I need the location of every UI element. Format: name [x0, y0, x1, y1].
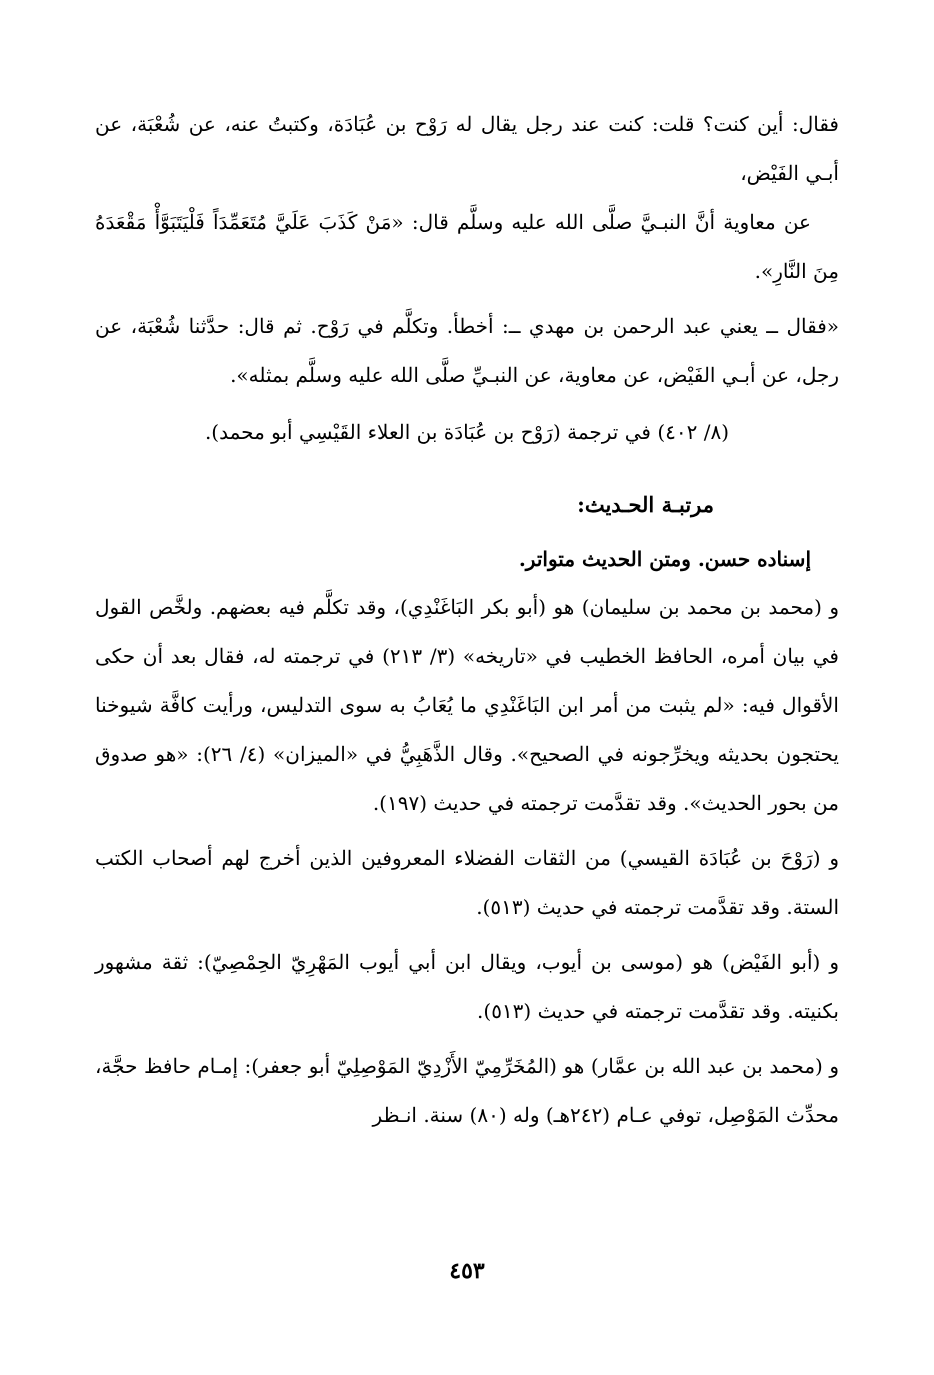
paragraph-baghandi: و (محمد بن محمد بن سليمان) هو (أبو بكر البَاغَنْدِي)، وقد تكلَّم فيه بعضهم. ولخَّص القول في بيان أمره، الحافظ الخطيب في «تاريخه» (٣/ ٢١٣) في ترجمته له، فقال بعد أن حكى الأقوال فيه: «لم يثبت من أمر ابن البَاغَنْدِي ما يُعَابُ به سوى التدليس، ورأيت كافَّة شيوخنا يحتجون بحديثه ويخرِّجونه في الصحيح». وقال الذَّهَبِيُّ في «الميزان» (٤/ ٢٦): «هو صدوق من بحور الحديث». وقد تقدَّمت ترجمته في حديث (١٩٧).	[95, 595, 839, 815]
page-number: ٤٥٣	[449, 1258, 485, 1284]
source-reference: (٨/ ٤٠٢) في ترجمة (رَوْح بن عُبَادَة بن العلاء القَيْسِي أبو محمد).	[204, 420, 730, 444]
paragraph-muhammad-ibn-ammar: و (محمد بن عبد الله بن عمَّار) هو (المُخَرِّمِيّ الأَزْدِيّ المَوْصِلِيّ أبو جعفر): إمـام حافظ حجَّة، محدِّث المَوْصِل، توفي عـام (٢٤٢هـ) وله (٨٠) سنة. انـظر	[95, 1054, 839, 1127]
paragraph-abu-al-fayd: و (أبو الفَيْض) هو (موسى بن أيوب، ويقال ابن أبي أيوب المَهْرِيّ الحِمْصِيّ): ثقة مشهور بكنيته. وقد تقدَّمت ترجمته في حديث (٥١٣).	[95, 950, 839, 1023]
section-heading-hadith-grade: مرتبـة الحـديث:	[577, 492, 714, 517]
paragraph-rawh-ibn-ubada: و (رَوْحَ بن عُبَادَة القيسي) من الثقات الفضلاء المعروفين الذين أخرج لهم أصحاب الكتب الستة. وقد تقدَّمت ترجمته في حديث (٥١٣).	[95, 846, 839, 919]
paragraph-ibn-mahdi-comment: «فقال ــ يعني عبد الرحمن بن مهدي ــ: أخطأ. وتكلَّم في رَوْح. ثم قال: حدَّثنا شُعْبَة، عن رجل، عن أبـي الفَيْض، عن معاوية، عن النبـيِّ صلَّى الله عليه وسلَّم بمثله».	[95, 314, 839, 387]
paragraph-narration-opening: فقال: أين كنت؟ قلت: كنت عند رجل يقال له رَوْح بن عُبَادَة، وكتبتُ عنه، عن شُعْبَة، عن أبـي الفَيْض،	[95, 112, 839, 185]
grade-statement: إسناده حسن. ومتن الحديث متواتر.	[518, 547, 811, 571]
paragraph-hadith-text: عن معاوية أنَّ النبـيَّ صلَّى الله عليه وسلَّم قال: «مَنْ كَذَبَ عَلَيَّ مُتَعَمِّدَاً فَلْيَتَبَوَّأْ مَقْعَدَهُ مِنَ النَّارِ».	[95, 210, 839, 283]
page-body	[95, 100, 839, 1140]
